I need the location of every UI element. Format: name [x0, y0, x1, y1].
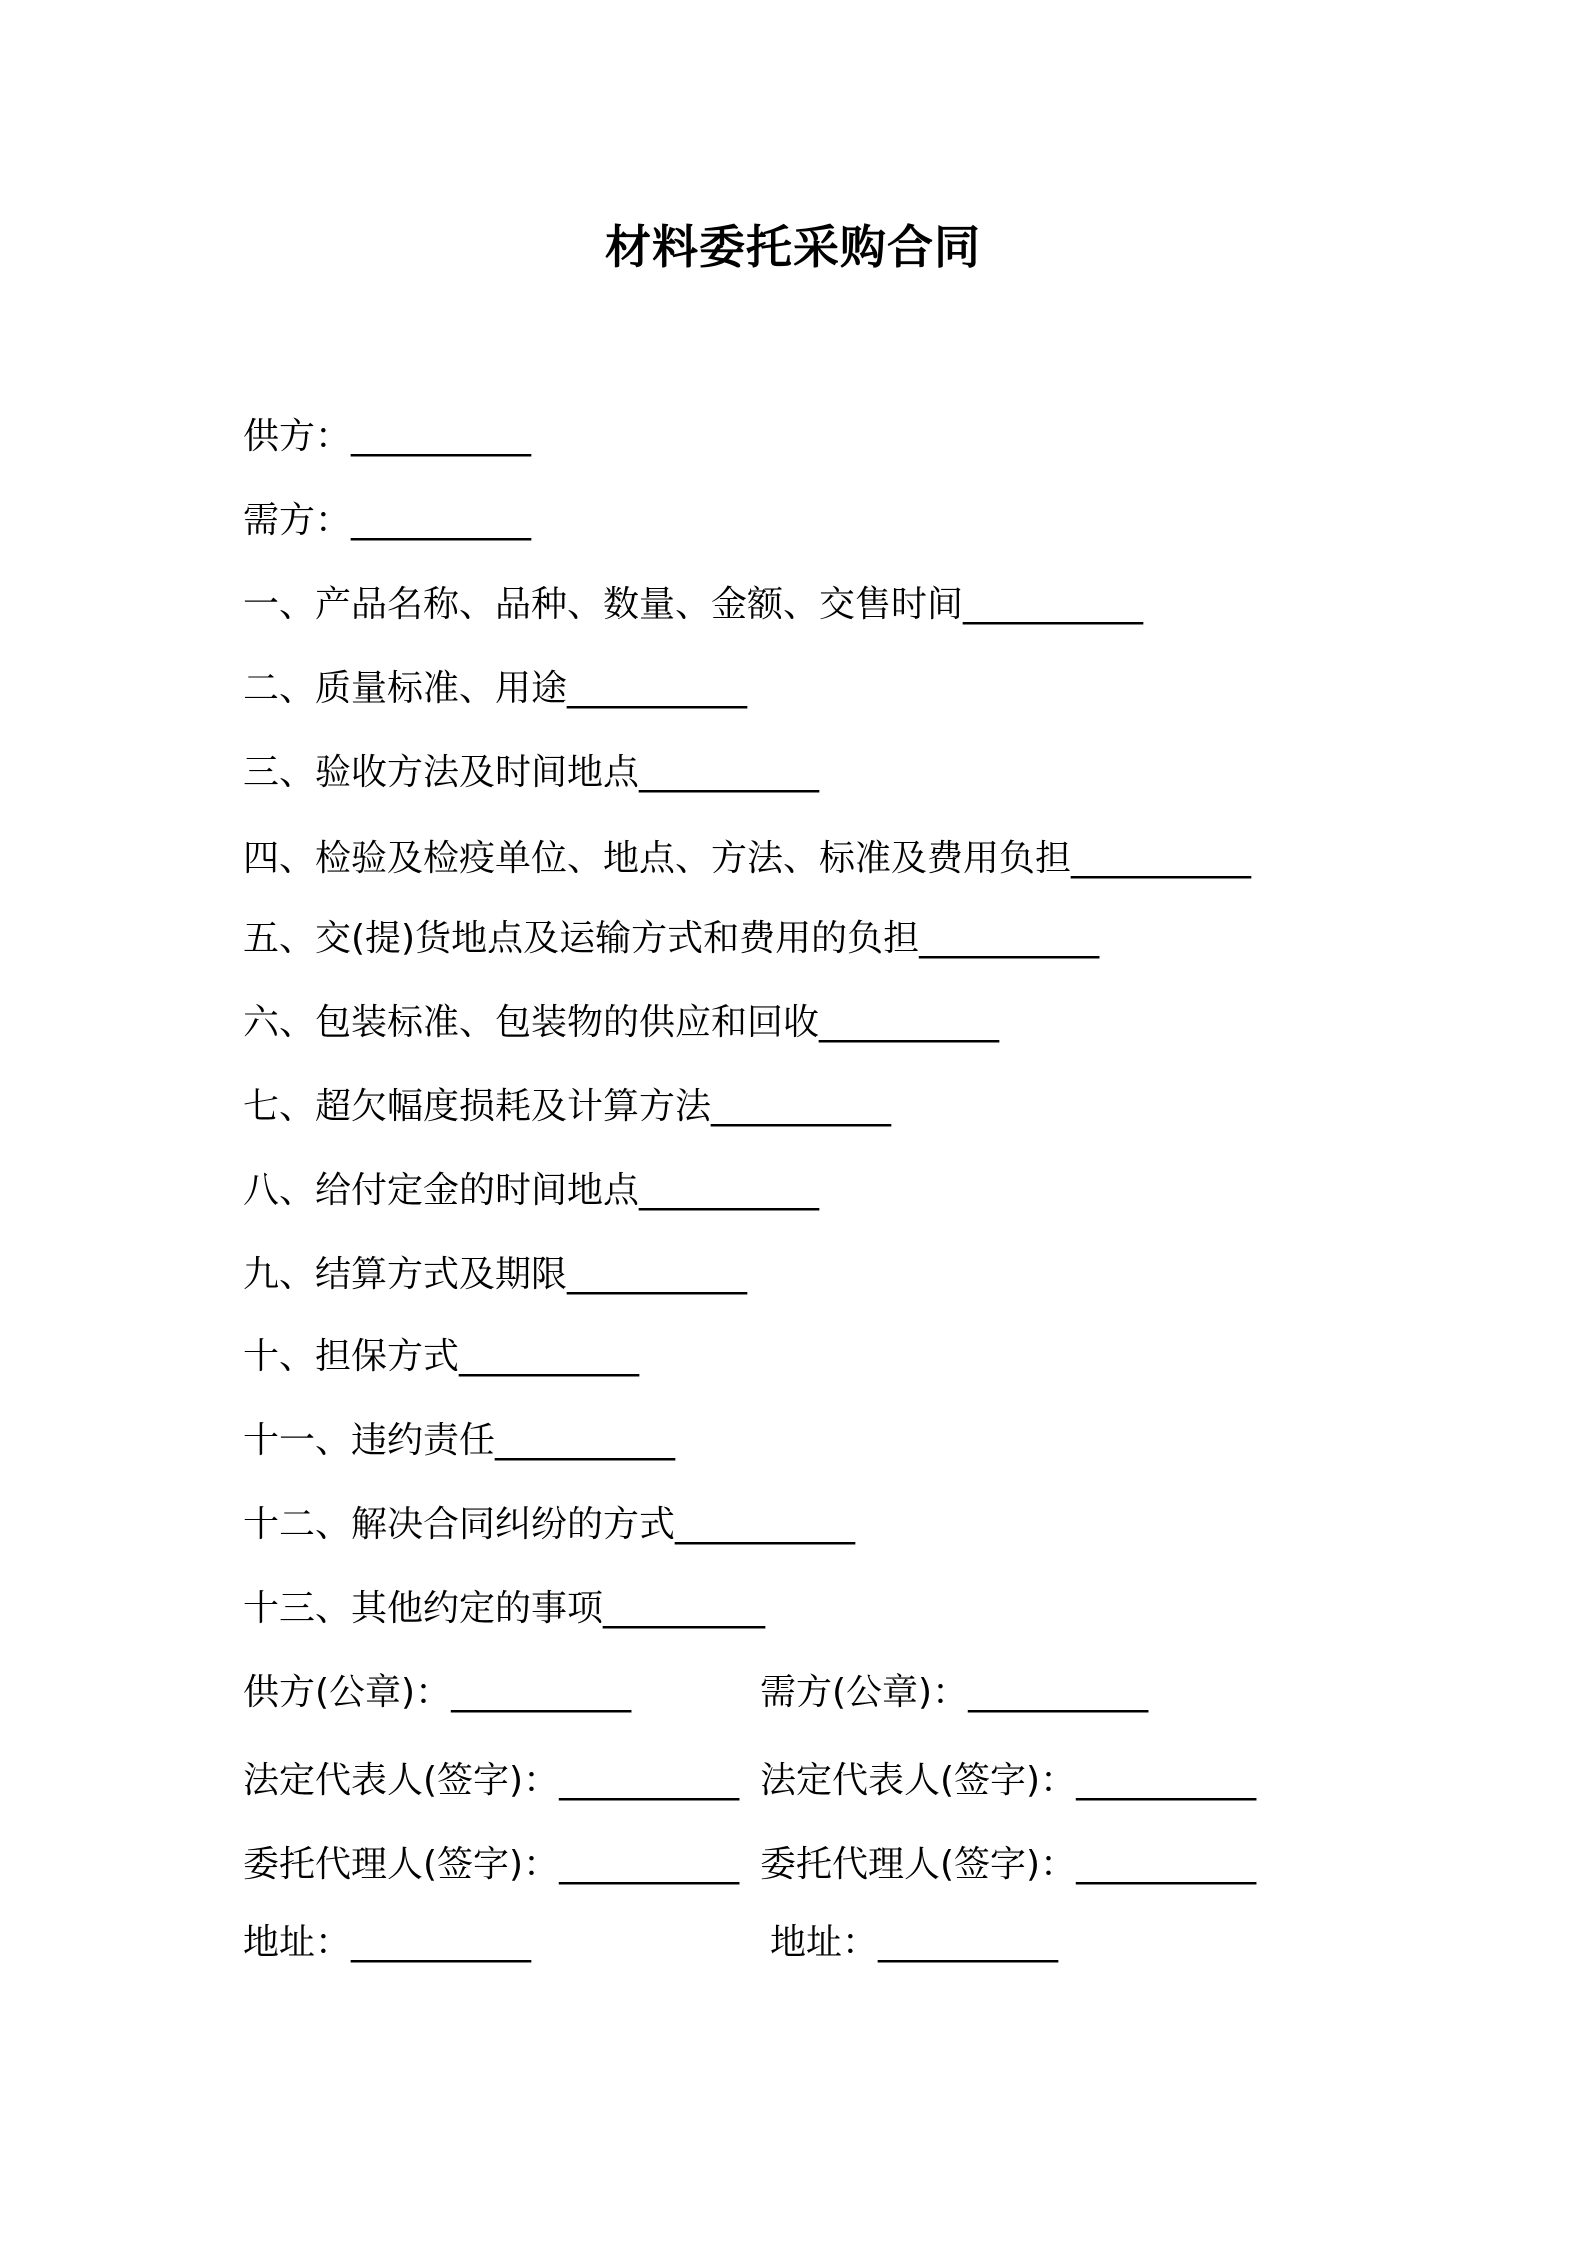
- clause-3: 三、验收方法及时间地点__________: [243, 752, 820, 793]
- supplier-agent-line: 委托代理人(签字)：__________: [243, 1844, 740, 1885]
- clause-1: 一、产品名称、品种、数量、金额、交售时间__________: [243, 584, 1144, 625]
- buyer-address-line: 地址：__________: [770, 1922, 1059, 1963]
- clause-12: 十二、解决合同纠纷的方式__________: [243, 1504, 856, 1545]
- supplier-address-line: 地址：__________: [243, 1922, 532, 1963]
- buyer-party-line: 需方：__________: [243, 500, 532, 541]
- clause-13: 十三、其他约定的事项_________: [243, 1588, 766, 1629]
- buyer-seal-line: 需方(公章)：__________: [760, 1672, 1149, 1713]
- clause-7: 七、超欠幅度损耗及计算方法__________: [243, 1086, 892, 1127]
- clause-10: 十、担保方式__________: [243, 1336, 640, 1377]
- buyer-legal-rep-line: 法定代表人(签字)：__________: [760, 1760, 1257, 1801]
- supplier-party-line: 供方：__________: [243, 416, 532, 457]
- clause-9: 九、结算方式及期限__________: [243, 1254, 748, 1295]
- clause-6: 六、包装标准、包装物的供应和回收__________: [243, 1002, 1000, 1043]
- clause-2: 二、质量标准、用途__________: [243, 668, 748, 709]
- supplier-seal-line: 供方(公章)：__________: [243, 1672, 632, 1713]
- clause-5: 五、交(提)货地点及运输方式和费用的负担__________: [243, 918, 1100, 959]
- clause-11: 十一、违约责任__________: [243, 1420, 676, 1461]
- clause-8: 八、给付定金的时间地点__________: [243, 1170, 820, 1211]
- supplier-legal-rep-line: 法定代表人(签字)：__________: [243, 1760, 740, 1801]
- clause-4: 四、检验及检疫单位、地点、方法、标准及费用负担__________: [243, 838, 1252, 879]
- buyer-agent-line: 委托代理人(签字)：__________: [760, 1844, 1257, 1885]
- document-title: 材料委托采购合同: [605, 220, 981, 274]
